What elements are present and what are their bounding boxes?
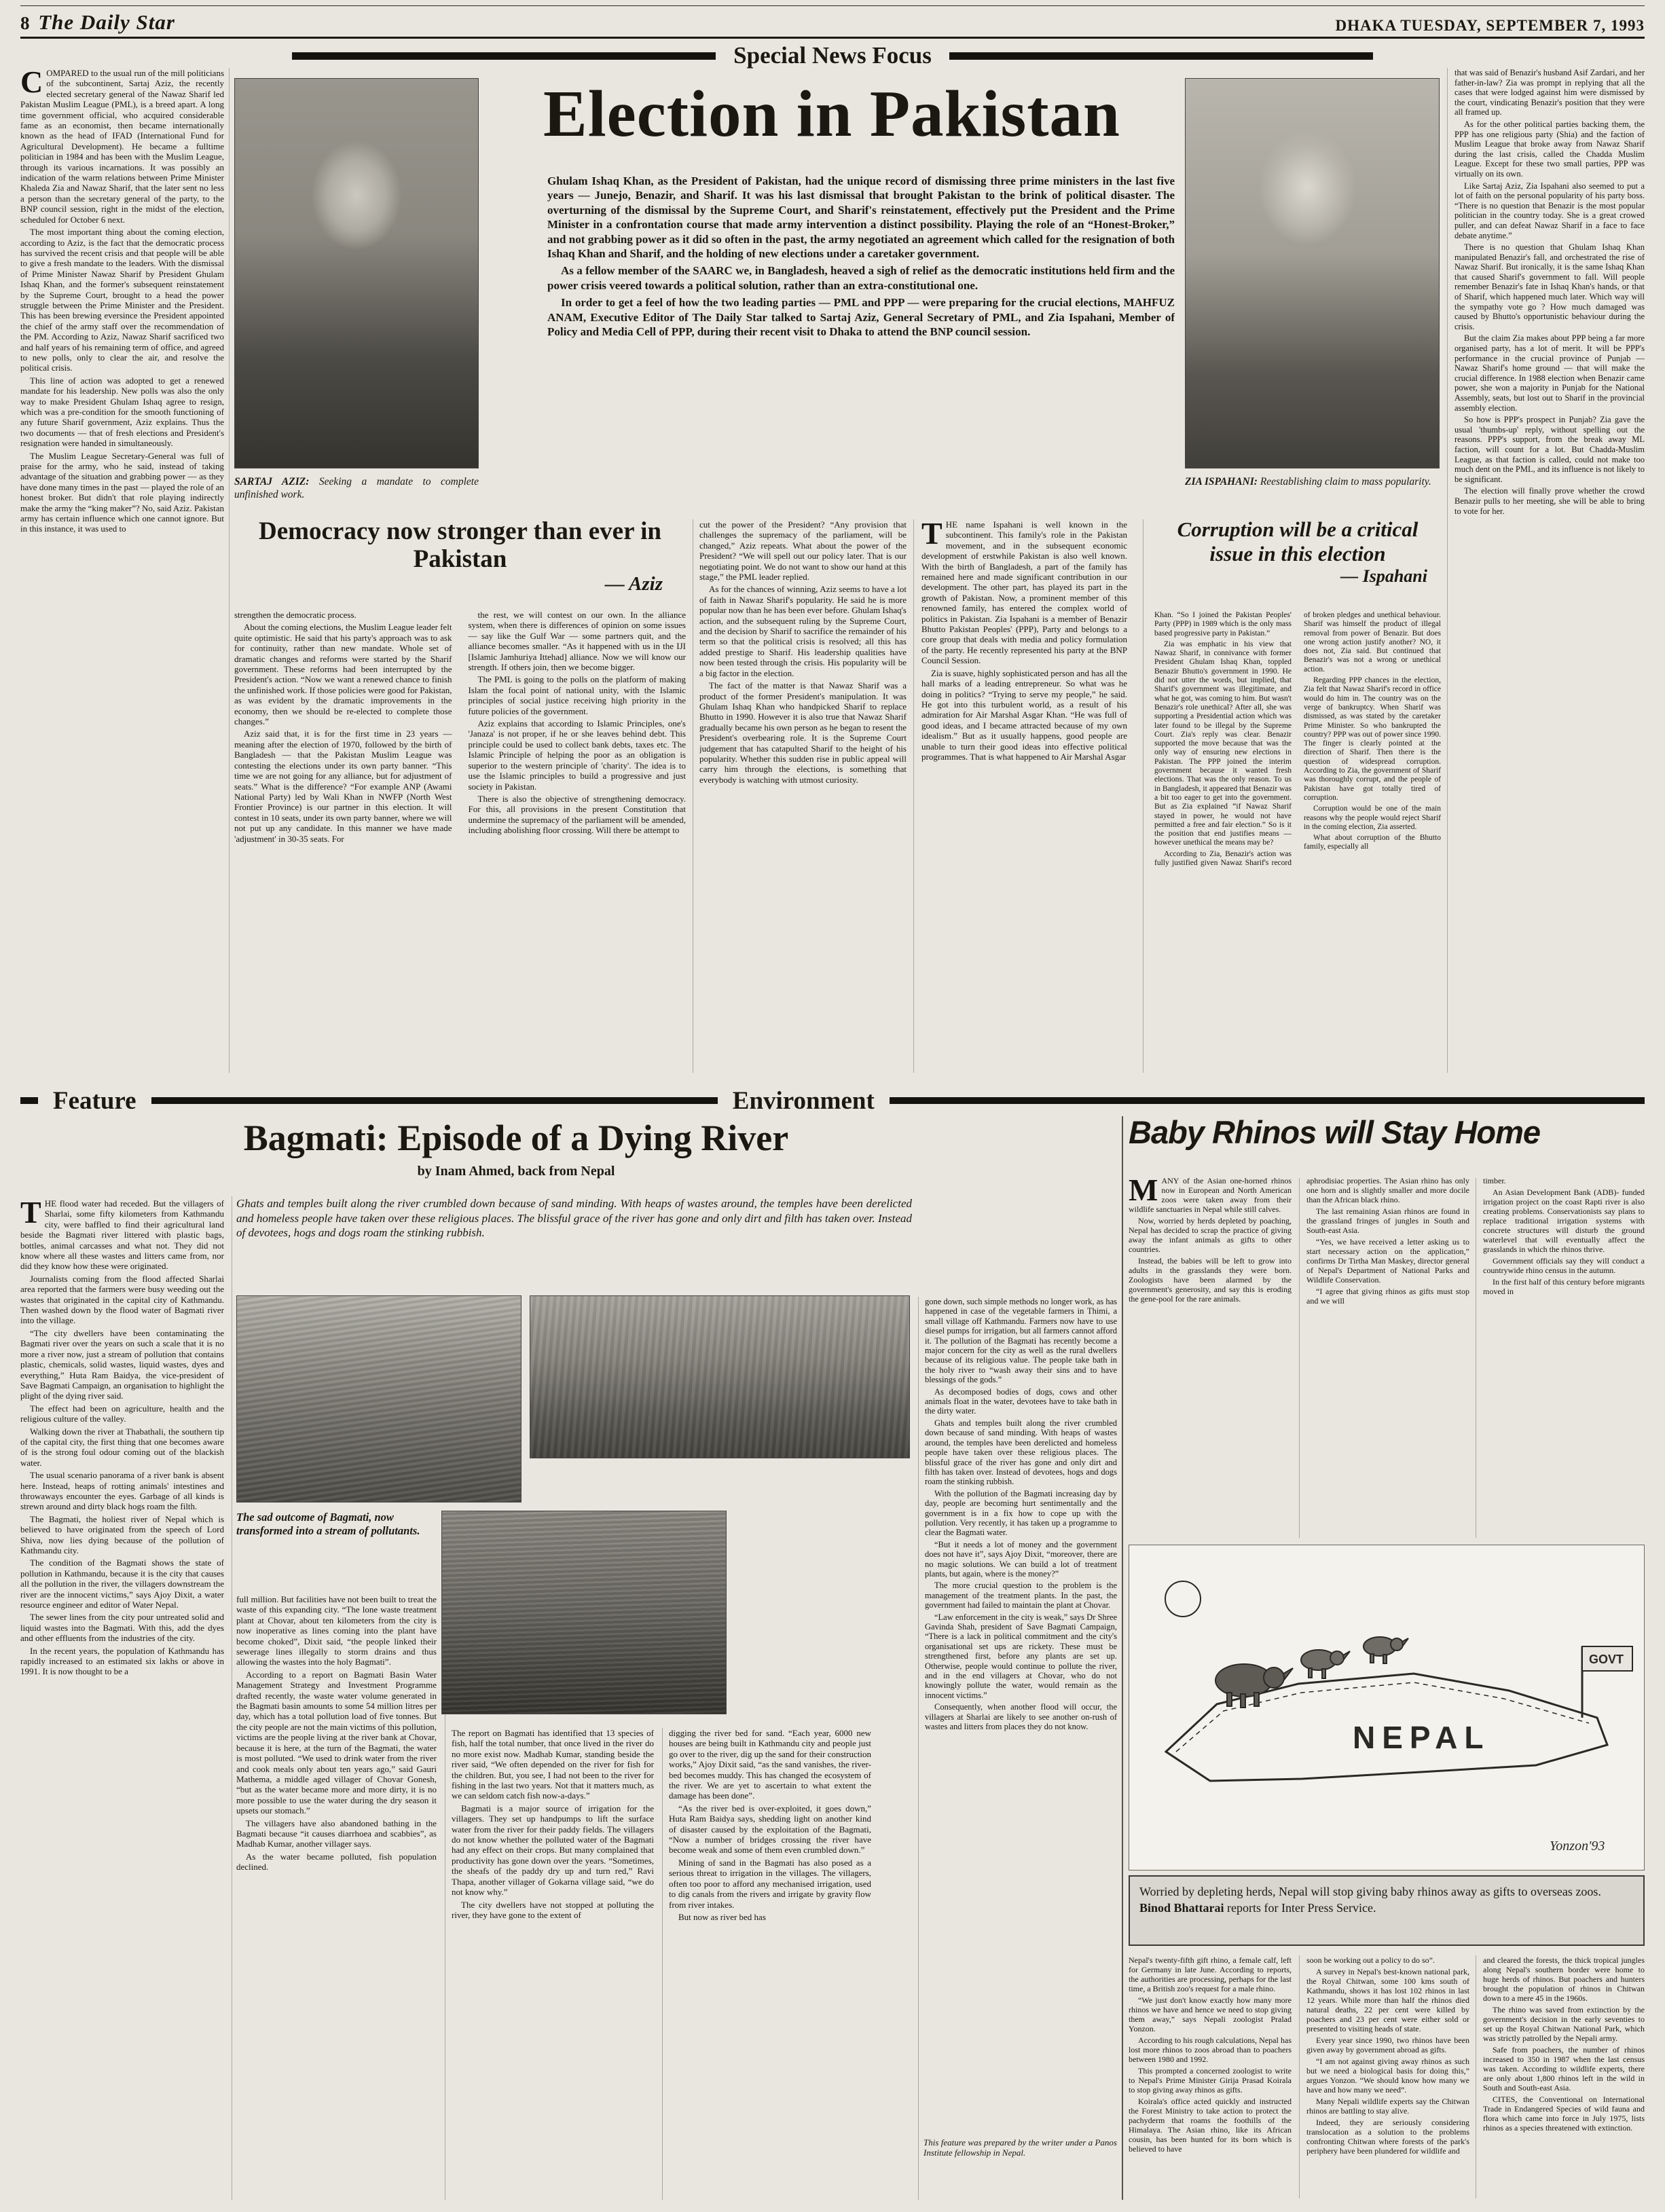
- caption-text: Reestablishing claim to mass popularity.: [1257, 476, 1431, 487]
- dateline: DHAKA TUESDAY, SEPTEMBER 7, 1993: [1335, 17, 1645, 34]
- rhinos-column-d: Nepal's twenty-fifth gift rhino, a female calf, left for Germany in late June. According to reports, the authorities are processing, perhaps for the last time, a British zoo's request for a male rhino. “We just don't know exactly how many more rhinos we have and hence we need to stop giving them away,” says Nepali zoologist Pralad Yonzon. According to his rough calculations, Nepal has lost more rhinos to zoos abroad than to poachers between 1980 and 1992. This prompted a concerned zoologist to write to Nepal's Prime Minister Girija Prasad Koirala to stop giving away rhinos as gifts. Koirala's office acted quickly and instructed the Forest Ministry to take action to protect the pachyderm that roams the foothills of the Himalaya. The Asian rhino, like its African cousin, has been hunted for its born which is believed to have: [1129, 1955, 1292, 2154]
- caption-text: Seeking a mandate to complete unfinished work.: [234, 476, 479, 500]
- rhinos-column-b: aphrodisiac properties. The Asian rhino has only one horn and is slightly smaller and more docile than the African black rhino. The last remaining Asian rhinos are found in the grassland fringes of jungles in South and South-east Asia. “Yes, we have received a letter asking us to start necessary action on the application,” confirms Dr Tirtha Man Maskey, director general of Nepal's Department of National Parks and Wildlife Conservation. “I agree that giving rhinos as gifts must stop and we will: [1306, 1176, 1469, 1306]
- environment-label: Environment: [732, 1086, 875, 1115]
- column-rule: [1447, 68, 1448, 1073]
- bagmati-byline: by Inam Ahmed, back from Nepal: [417, 1164, 615, 1179]
- feature-label: Feature: [53, 1086, 136, 1115]
- section-divider: [1122, 1116, 1123, 2200]
- bagmati-river-photo-2: [530, 1295, 910, 1458]
- caption-name: SARTAJ AZIZ:: [234, 476, 310, 487]
- column-rule: [1299, 1955, 1300, 2198]
- masthead-left: [20, 10, 175, 35]
- aziz-attribution: — Aziz: [604, 573, 663, 595]
- rhinos-column-a: MANY of the Asian one-horned rhinos now in European and North American zoos were taken away from their wildlife sanctuaries in Nepal while still calves. Now, worried by herds depleted by poaching, Nepal has decided to scrap the practice of giving away the infant animals as gifts to other countries. Instead, the babies will be left to grow into adults in the grasslands they were born. Zoologists have been alarmed by the government's generosity, and say this is eroding the gene-pool for the rare animals.: [1129, 1176, 1292, 1304]
- aziz-interview-headline: [234, 517, 686, 606]
- column-rule: [229, 68, 230, 1073]
- bagmati-column-1: THE flood water had receded. But the villagers of Sharlai, some fifty kilometers from Kathmandu city, were baffled to find their agricultural land beside the Bagmati river littered with plastic bags, bottles, animal carcasses and what not. They did not know where all these wastes and litters came from, nor did they know how these were originated. Journalists coming from the flood affected Sharlai area reported that the farmers were busy weeding out the wastes that originated in the capital city of Kathmandu. Then washed down by the flood water of Bagmati river into the village. “The city dwellers have been contaminating the Bagmati river over the years on such a scale that it is no more a river now, just a stream of pollution that contains plastic, chemicals, solid wastes, liquid wastes, dyes and everything,” Huta Ram Baidya, the vice-president of Save Bagmati Campaign, an organisation to highlight the plight of the dying river said. The effect had been on agriculture, health and the religious culture of the valley. Walking down the river at Thabathali, the southern tip of the capital city, the first thing that one becomes aware of is the strong foul odour coming out of the blackish water. The usual scenario panorama of a river bank is absent here. Instead, heaps of rotting animals' intestines and throwaways encounter the eyes. Garbage of all kinds is strewn around and dirty black hogs roam the filth. The Bagmati, the holiest river of Nepal which is believed to have originated from the speech of Lord Shiva, now lies dying because of the pollution of Kathmandu city. The condition of the Bagmati shows the state of pollution in Kathmandu, because it is the city that causes all the pollution in the river, the villagers downstream the river are the innocent victims,” says Ajoy Dixit, a water resource engineer and editor of Water Nepal. The sewer lines from the city pour untreated solid and liquid wastes into the Bagmati. With this, add the dyes and other effluents from the industries of the city. In the recent years, the population of Kathmandu has rapidly increased to an estimated six lakhs or above in 1991. It is now thought to be a: [20, 1198, 224, 1677]
- rhinos-column-e: soon be working out a policy to do so”. A survey in Nepal's best-known national park, the Royal Chitwan, some 100 kms south of Kathmandu, shows it has lost 102 rhinos in last 12 years. While more than half the rhinos died natural deaths, 22 per cent were killed by poachers and 23 per cent were either sold or presented to visiting heads of state. Every year since 1990, two rhinos have been given away by government abroad as gifts. “I am not against giving away rhinos as such but we need a biological basis for doing this,” argues Yonzon. “We should know how many we have and how many we need”. Many Nepali wildlife experts say the Chitwan rhinos are battling to stay alive. Indeed, they are seriously considering translocation as a solution to the problems confronting Chitwan where forests of the park's periphery have been plundered for wildlife and: [1306, 1955, 1469, 2156]
- cartoonist-signature: Yonzon'93: [1550, 1839, 1605, 1854]
- rhinos-column-f: and cleared the forests, the thick tropical jungles along Nepal's southern border were home to huge herds of rhinos. But poachers and hunters brought the population of rhinos in Chitwan down to a mere 45 in the 1960s. The rhino was saved from extinction by the government's decision in the early seventies to set up the Royal Chitwan National Park, which was strictly patrolled by the Nepali army. Safe from poachers, the number of rhinos increased to 350 in 1987 when the last census was taken. According to wildlife experts, there are only about 1,800 rhinos left in the wild in South and South-east Asia. CITES, the Conventional on International Trade in Endangered Species of wild fauna and flora which came into force in July 1975, lists rhinos as a species threatened with extinction.: [1483, 1955, 1645, 2133]
- bagmati-river-photo-3: [441, 1511, 727, 1714]
- sun: [1165, 1581, 1201, 1617]
- banner-label: Special News Focus: [733, 42, 932, 69]
- feature-environment-band: [20, 1085, 1645, 1116]
- lead-article-left-column: COMPARED to the usual run of the mill politicians of the subcontinent, Sartaj Aziz, the recently elected secretary general of the Nawaz Sharif led Pakistan Muslim League (PML), is a breed apart. A long time government official, who acquired considerable fame as an economist, then became internationally known as the head of IFAD (International Fund for Agricultural Development). He became a fulltime politician in 1984 and has been with the Muslim League, through its various incarnations. It was possibly an indication of the warm relations between Prime Minister Khaleda Zia and Nawaz Sharif, that the later sent no less a person than the secretary general of the party, to the BNP council session, right in the midst of the election, scheduled for October 6 next. The most important thing about the coming election, according to Aziz, is the fact that the democratic process has survived the recent crisis and that people will be able to give a fresh mandate to the leaders. With the dismissal of Prime Minister Nawaz Sharif by President Ghulam Ishaq Khan, and the former's subsequent reinstatement by the Supreme Court, brought to a head the power struggle between the Prime Minister and the President. This has been brewing eversince the President appointed the chief of the army staff over the recommendation of the PM. According to Aziz, Nawaz Sharif sacrificed two and half years of his remaining term of office, and agreed to new polls, only to clear the air, and resolve the political crisis. This line of action was adopted to get a renewed mandate for his leadership. New polls was also the only way to make President Ghulam Ishaq agree to resign, which was a pre-condition for the smooth functioning of any future Sharif government, Aziz explains. Thus the two documents — that of fresh elections and President's resignation were handed in simultaneously. The Muslim League Secretary-General was full of praise for the army, who he said, instead of taking advantage of the situation and grabbing power — as they have done many times in the past — played the role of an honest broker. But didn't that role playing indirectly make the army the “king maker”? No, said Aziz. Pakistan army has certain influence which one cannot ignore. But in this instance, it was used to: [20, 68, 224, 534]
- aziz-interview-body: strengthen the democratic process. About the coming elections, the Muslim League leader felt quite optimistic. He said that his party's approach was to ask for continuity, rather than new mandate. Whole set of dramatic changes and reforms were started by the Sharif government. These reforms had been interrupted by the President's action. “Now we want a renewed chance to finish the unfinished work. If those policies were good for Pakistan, as was evident by the dramatic improvements in the economy, then we should be re-elected to complete those changes.” Aziz said that, it is for the first time in 23 years — meaning after the election of 1970, followed by the birth of Bangladesh — that the Pakistan Muslim League was contesting the elections under its own party banner. “This time we are not going for any alliance, but for adjustment of seats.” What is the difference? “For example ANP (Awami National Party) led by Wali Khan in NWFP (North West Frontier Province) is our partner in this election. It will contest in 10 seats, under its own party banner, where we will not put up any candidate. In this manner we have made 'adjustment' in 30-35 seats. For the rest, we will contest on our own. In the alliance system, when there is differences of opinion on some issues — say like the Gulf War — some partners quit, and the alliance becomes smaller. “As it happened with us in the IJI [Islamic Jamhuriya Ittehad] alliance. Now we will know our strength. If others join, then we become bigger. The PML is going to the polls on the platform of making Islam the focal point of national unity, with the Islamic principles of social justice receiving high priority in the future policies of the government. Aziz explains that according to Islamic Principles, one's 'Janaza' is not proper, if he or she leaves behind debt. This principle could be used to collect bank debts, taxes etc. The Islamic Principle of helping the poor as an obligation is superior to the western principle of 'charity'. The idea is to use the Islamic principles to build a progressive and just society in Pakistan. There is also the objective of strengthening democracy. For this, all provisions in the present Constitution that undermine the supremacy of the parliament will be amended, including abolishing floor crossing. Will there be attempt to: [234, 610, 686, 844]
- banner-bar-left: [292, 52, 716, 60]
- banner-bar-right: [949, 52, 1373, 60]
- masthead-rule: [20, 37, 1645, 39]
- bagmati-river-photo-1: [236, 1295, 522, 1503]
- column-rule: [913, 519, 914, 1073]
- rhino-baby-1: [1301, 1650, 1350, 1678]
- rhino-baby-2: [1364, 1637, 1408, 1663]
- nepal-label: NEPAL: [1353, 1720, 1490, 1755]
- zia-ispahani-photo: [1185, 78, 1440, 468]
- bagmati-photo-caption: The sad outcome of Bagmati, now transformed into a stream of pollutants.: [236, 1511, 420, 1537]
- ispahani-interview-body: Khan. “So I joined the Pakistan Peoples' Party (PPP) in 1989 which is the only mass based progressive party in Pakistan.” Zia was emphatic in his view that Nawaz Sharif, in connivance with former President Ghulam Ishaq Khan, toppled Benazir Bhutto's government in 1990. He did not utter the words, but implied, that Sharif's government was illegitimate, and what he got, was coming to him. But wasn't Benazir's role unethical? After all, she was supporting a Presidential action which was later found to be illegal by the Supreme Court. Zia's reply was clear. Benazir supported the move because that was the only way of ensuring new elections in Pakistan. The PPP joined the interim government because it wanted fresh elections. That was the only reason. To us in Bangladesh, it appeared that Benazir was a bit too eager to get into the government. But as Zia explained “if Nawaz Sharif stayed in power, he would not have permitted a free and fair election.” So is it the position that end justifies means — however unethical the means may be? According to Zia, Benazir's action was fully justified given Nawaz Sharif's record of broken pledges and unethical behaviour. Sharif was himself the product of illegal removal from power of Benazir. But does one wrong action justify another? NO, it does not, Zia said. But continued that Benazir's was not a wrong or unethical action. Regarding PPP chances in the election, Zia felt that Nawaz Sharif's record in office would do him in. The country was on the verge of bankruptcy. When Sharif was dismissed, as was stated by the caretaker Prime Minister. So who bankrupted the country? PPP was out of power since 1990. The finger is clearly pointed at the direction of Sharif. Then there is the question of widespread corruption. According to Zia, the government of Sharif was thoroughly corrupt, and the people of Pakistan have got totally tired of corruption. Corruption would be one of the main reasons why the people would reject Sharif in the coming election, Zia asserted. What about corruption of the Bhutto family, especially all: [1154, 611, 1441, 868]
- band-bar: [890, 1097, 1645, 1104]
- sartaj-aziz-photo: [234, 78, 479, 468]
- bagmati-headline: Bagmati: Episode of a Dying River: [243, 1118, 789, 1158]
- lead-article-right-column: that was said of Benazir's husband Asif Zardari, and her father-in-law? Zia was prompt in replying that all the cases that were lodged against him were dismissed by the court, vindicating Benazir's position that they were all framed up. As for the other political parties backing them, the PPP has one religious party (Shia) and the faction of Muslim League that broke away from Nawaz Sharif during the last crisis, called the Chadda Muslim League. Except for these two small parties, PPP was virtually on its own. Like Sartaj Aziz, Zia Ispahani also seemed to put a lot of faith on the personal popularity of his party boss. “There is no question that Benazir is the most popular politician in the country today. She is a great crowed puller, and can defeat Nawaz Sharif in a face to face debate anytime.” There is no question that Ghulam Ishaq Khan manipulated Benazir's fall, and orchestrated the rise of Nawaz Sharif. But ironically, it is the same Ishaq Khan that caused Sharif's government to fall. Will people remember Benazir's fate in Ishaq Khan's hands, or that of Sharif, which happened much later. Which way will the sympathy vote go ? How much damaged was caused by Bhutto's opportunistic behaviour during the crisis. But the claim Zia makes about PPP being a far more organised party, has a lot of merit. It will be PPP's performance in the crucial province of Punjab — Nawaz Sharif's home ground — that will make the crucial difference. In 1988 election when Benazir came power, she won a majority in Punjab for the National Assembly, seats, but lost out to Sharif in the provincial assembly election. So how is PPP's prospect in Punjab? Zia gave the usual 'thumbs-up' reply, without spelling out the reasons. PPP's support, from the break away ML faction, will count for a lot. But Chadda-Muslim League, as that faction is called, could not make too much dent on the PML, and its influence is not likely to be significant. The election will finally prove whether the crowd Benazir pulls to her meeting, she will be able to bring to vote for her.: [1454, 68, 1645, 516]
- main-headline: Election in Pakistan: [543, 77, 1120, 150]
- bagmati-standfirst: Ghats and temples built along the river crumbled down because of sand minding. With heaps of wastes around, the temples have been derelicted and homeless people have taken over these religious places. The blissful grace of the river has gone and only dirt and filth has taken over. Instead of devotees, hogs and dogs roam the stinking rubbish.: [236, 1197, 912, 1239]
- ispahani-interview-headline: [1154, 517, 1441, 607]
- caption-after: reports for Inter Press Service.: [1224, 1901, 1376, 1915]
- aziz-interview-continued: cut the power of the President? “Any provision that challenges the supremacy of the parliament, will be changed,” Aziz repeats. What about the power of the President? “We will spell out our policy later. That is our negotiating point. We do not want to show our hand at this stage,” the PML leader replied. As for the chances of winning, Aziz seems to have a lot of faith in Nawaz Sharif's popularity. He said he is more popular now than he has been ever before. Ghulam Ishaq's action, and the subsequent ruling by the Supreme Court, and the decision by Sharif to sacrifice the remainder of his term so that the political crisis is resolved; all this has added prestige to Sharif. His leadership qualities have now been tested through the crisis. His popularity will be a big factor in the election. The fact of the matter is that Nawaz Sharif was a product of the former President's manipulation. It was Ghulam Ishaq Khan who handpicked Sharif to replace Bhutto in 1990. However it is also true that Nawaz Sharif gradually became his own person as he began to resent the President's overbearing role. It is the Supreme Court judgement that has catapulted Sharif to the height of his popularity. Whether this sudden rise in public appeal will carry him through the elections, is something that everybody is watching with utmost curiosity.: [699, 519, 907, 785]
- cartoon-drawing: [1129, 1545, 1645, 1870]
- bagmati-column-2: full million. But facilities have not been built to treat the waste of this expanding city. “The lone waste treatment plant at Chovar, about ten kilometers from the city is now inoperative as lines coming into the plant have become choked”, Dixit said, “the people linked their sewerage lines illegally to storm drains and thus allowing the wastes into the holy Bagmati”. According to a report on Bagmati Basin Water Management Strategy and Investment Programme drafted recently, the waste water volume generated in the Bagmati basin amounts to some 54 million litres per day, which has a total pollution load of five tonnes. But the city people are not the main victims of this pollution, victims are the people living at the river bank at Chovar, because it is here, at the turn of the Bagmati, the water is most polluted. “We used to drink water from the river and cook meals only about ten years ago,” said Gauri Mathema, a middle aged villager of Chovar Gonesh, “but as the water became more and more dirty, it is no more possible to use the water during the dry season it upsets our stomach.” The villagers have also abandoned bathing in the Bagmati because “it causes diarrhoea and scabbies”, as Madhab Kumar, another villager says. As the water became polluted, fish population declined.: [236, 1594, 437, 1873]
- rhinos-column-c: timber. An Asian Development Bank (ADB)- funded irrigation project on the coast Rapti river is also creating problems. Conservationists say plans to replace traditional irrigation systems with concrete structures will disturb the ground waterlevel that will eventually affect the grasslands in which the rhinos thrive. Government officials say they will conduct a countrywide rhino census in the autumn. In the first half of this century before migrants moved in: [1483, 1176, 1645, 1296]
- paper-name: The Daily Star: [38, 10, 175, 34]
- corruption-headline-text: Corruption will be a critical issue in this election: [1177, 517, 1419, 566]
- bagmati-column-4: digging the river bed for sand. “Each year, 6000 new houses are being built in Kathmandu city and people just go over to the river, dig up the sand for their construction works,” Ajoy Dixit said, “as the sand vanishes, the river-bed becomes muddy. This has changed the ecosystem of the river. We are yet to ascertain to what extent the damage has been done”. “As the river bed is over-exploited, it goes down,” Huta Ram Baidya says, shedding light on another kind of disaster caused by the exploitation of the Bagmati, “Now a number of bridges crossing the river have become weak and some of them even crumbled down.” Mining of sand in the Bagmati has also posed as a serious threat to irrigation in the villages. The villagers, often too poor to afford any mechanised irrigation, used to dig canals from the rivers and irrigate by gravity flow from river intakes. But now as river bed has: [669, 1728, 871, 1922]
- bagmati-column-5: gone down, such simple methods no longer work, as has happened in case of the vegetable farmers in Thimi, a small village off Kathmandu. Farmers now have to use diesel pumps for irrigation, but all farmers cannot afford it. The pollution of the Bagmati has recently become a major concern for the city as well as the rural dwellers because of its religious value. The people take bath in the holy river to “wash away their sins and to have blessings of the gods.” As decomposed bodies of dogs, cows and other animals float in the water, devotees have to take bath in the dirty water. Ghats and temples built along the river crumbled down because of sand minding. With heaps of wastes around, the temples have been derelicted and homeless people have taken over these religious places. The blissful grace of the river has gone and only dirt and filth has taken over. Instead of devotees, hogs and dogs roam the stinking rubbish. With the pollution of the Bagmati increasing day by day, people are becoming hurt sentimentally and the government is in a fix how to cope up with the pollution. Very recently, it has taken up a programme to clear the Bagmati water. “But it needs a lot of money and the government does not have it”, says Ajoy Dixit, “moreover, there are no magic solutions. We can build a lot of treatment plants, but again, where is the money?” The more crucial question to the problem is the management of the treatment plants. In the past, the government had failed to maintain the plant at Chovar. “Law enforcement in the city is weak,” says Dr Shree Gavinda Shah, president of Save Bagmati Campaign, “There is a lack in political commitment and the city's organisational set ups are rickety. These must be strengthened first, before any plants are set up. Otherwise, people would continue to pollute the river, and in the end villagers at Chovar, who do not knowingly pollute the water, would remain as the innocent victims.” Consequently, when another flood will occur, the villagers at Sharlai are likely to see another on-rush of wastes and litters from places they do not know.: [925, 1297, 1117, 1732]
- bagmati-column-3: The report on Bagmati has identified that 13 species of fish, half the total number, that once lived in the river do no more exist now. Madhab Kumar, standing beside the river said, “We often depended on the river for fish for the children. But, you see, I had not been to the river for fishing in the last two years. Not that it matters much, as we can seldom catch fish now-a-days.” Bagmati is a major source of irrigation for the villagers. They set up handpumps to lift the surface water from the river for their paddy fields. The villagers do not know whether the polluted water of the Bagmati had any effect on their crops. But many complained that productivity has gone down over the years. “Sometimes, the sheafs of the paddy dry up and turn red,” Ravi Thapa, another villager of Gokarna village said, “we do not know why.” The city dwellers have not stopped at polluting the river, they have gone to the extent of: [452, 1728, 654, 1920]
- column-rule: [1299, 1178, 1300, 1538]
- ispahani-profile-column: THE name Ispahani is well known in the subcontinent. This family's role in the Pakistan movement, and in the subsequent economic development of erstwhile Pakistan is also well known. With the birth of Bangladesh, a part of the family has remained here and made significant contribution in our development. The other part, has played its part in the growth of Pakistan. Now, a prominent member of this renowned family, has entered the complex world of politics in Pakistan. Zia Ispahani is a member of Benazir Bhutto Pakistan Peoples' (PPP), Party and belongs to a core group that deals with media and policy formulation of the party. He recently represented his party at the BNP Council Session. Zia is suave, highly sophisticated person and has all the hall marks of a leading entrepreneur. So what was he doing in politics? “Trying to serve my people,” he said. He got into this turbulent world, as a result of his admiration for Air Marshal Asgar Khan. “He was full of good ideas, and I became attracted because of my own idealism.” But as it usually happens, good people are unable to turn their good ideas into effective political programmes. That is what happened to Air Marshal Asgar: [921, 519, 1127, 762]
- bagmati-credit: This feature was prepared by the writer under a Panos Institute fellowship in Nepal.: [923, 2137, 1117, 2158]
- caption-name: ZIA ISPAHANI:: [1185, 476, 1258, 487]
- band-bar: [151, 1097, 718, 1104]
- column-rule: [662, 1728, 663, 2200]
- nepal-rhino-cartoon: [1129, 1545, 1645, 1870]
- caption-reporter: Binod Bhattarai: [1139, 1901, 1224, 1915]
- rhino-mother: [1215, 1664, 1293, 1708]
- ispahani-attribution: — Ispahani: [1340, 566, 1427, 586]
- sartaj-aziz-caption: [234, 475, 479, 516]
- aziz-headline-text: Democracy now stronger than ever in Pakistan: [259, 517, 661, 573]
- rhinos-headline: Baby Rhinos will Stay Home: [1129, 1114, 1541, 1150]
- page-number: 8: [20, 13, 30, 33]
- zia-ispahani-caption: [1185, 475, 1440, 516]
- flag-label: GOVT: [1589, 1653, 1624, 1666]
- lead-intro: Ghulam Ishaq Khan, as the President of Pakistan, had the unique record of dismissing three prime ministers in the last five years — Junejo, Benazir, and Sharif. It was his last dismissal that brought Pakistan to the brink of political disaster. The overturning of the dismissal by the Supreme Court, and Sharif's reinstatement, effectively put the President and the Prime Minister in a confrontation course that made army intervention a distinct possibility. Playing the role of an “Honest-Broker,” and not grabbing power as it did so often in the past, the army negotiated an agreement which called for the resignation of both Ishaq Khan and Sharif, and the holding of new elections under a caretaker government. As a fellow member of the SAARC we, in Bangladesh, heaved a sigh of relief as the democratic institutions held firm and the power crisis veered towards a political solution, rather than an extra-constitutional one. In order to get a feel of how the two leading parties — PML and PPP — were preparing for the crucial elections, MAHFUZ ANAM, Executive Editor of The Daily Star talked to Sartaj Aziz, General Secretary of PML, and Zia Ispahani, Member of Policy and Media Cell of PPP, during their recent visit to Dhaka to attend the BNP council session.: [547, 174, 1175, 339]
- masthead: [20, 5, 1645, 35]
- column-rule: [918, 1297, 919, 2200]
- caption-before: Worried by depleting herds, Nepal will stop giving baby rhinos away as gifts to overseas zoos.: [1139, 1885, 1601, 1898]
- cartoon-caption-box: [1129, 1875, 1645, 1946]
- band-bar: [20, 1097, 38, 1104]
